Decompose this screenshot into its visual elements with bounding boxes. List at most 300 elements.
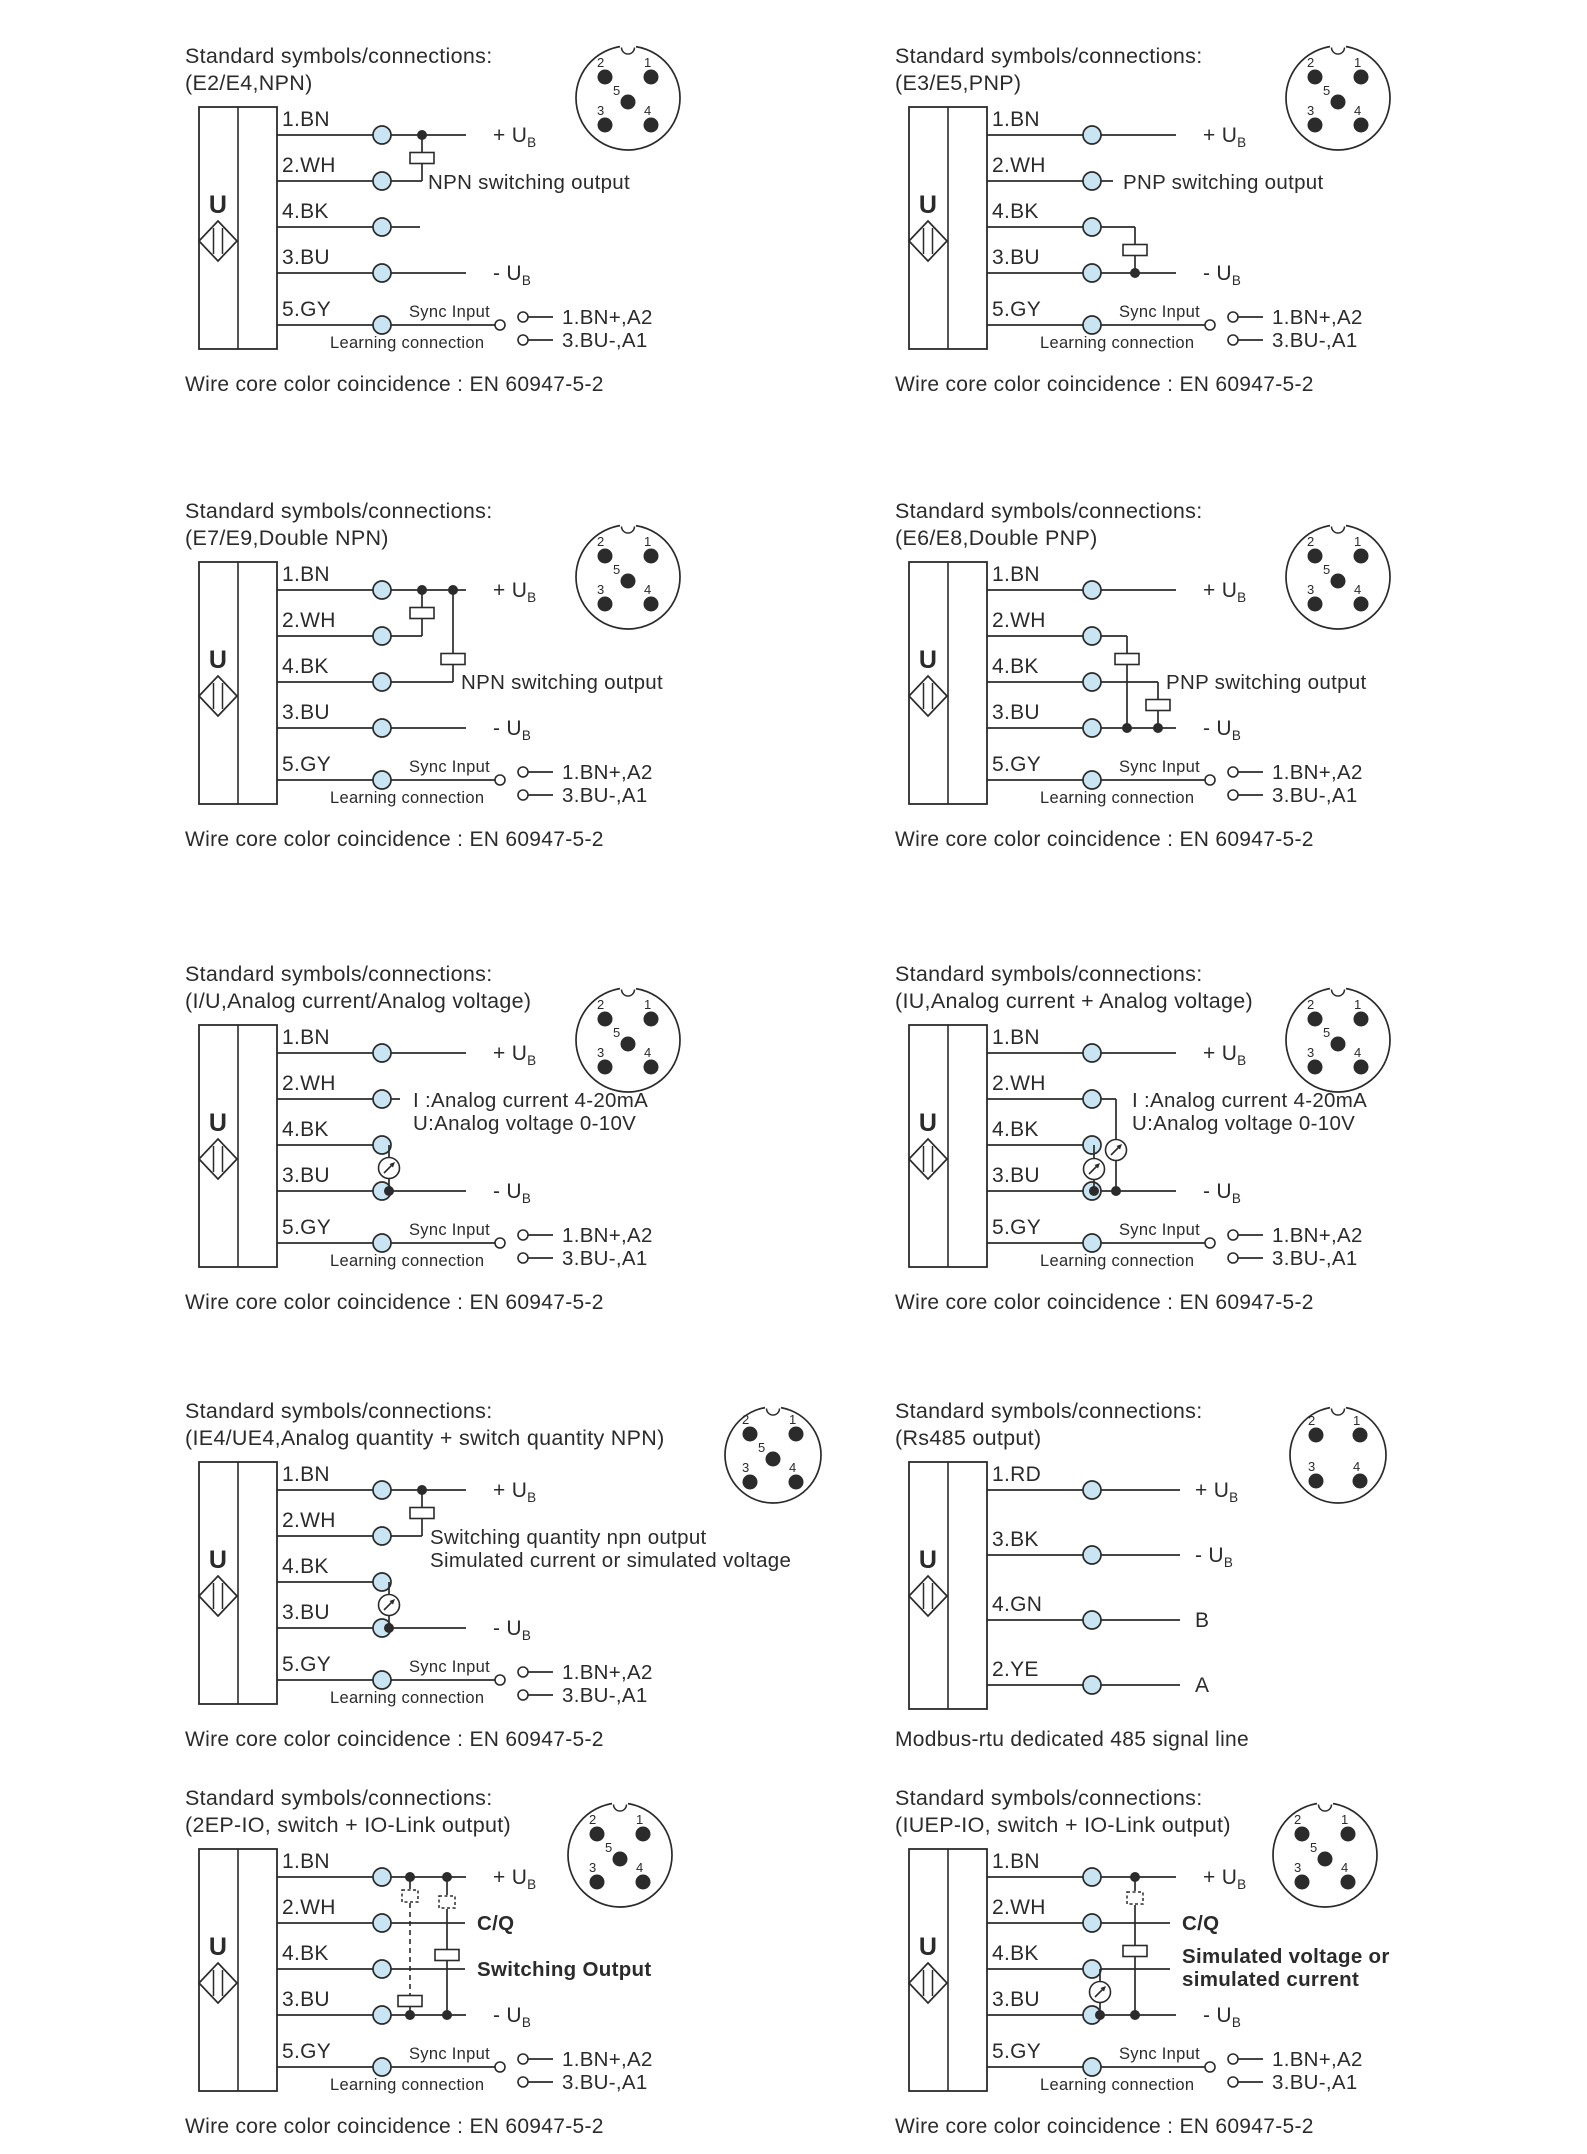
- pin-1: [1341, 1827, 1356, 1842]
- terminal-circle: [373, 1090, 391, 1108]
- io-link-port-symbol: [1127, 1892, 1143, 1904]
- meter-symbol: [379, 1158, 400, 1179]
- pin-label-1: 1: [636, 1812, 644, 1827]
- sensor-symbol-u: U: [918, 191, 938, 219]
- connector-notch-icon: [1332, 48, 1345, 55]
- pin-label-4: 4: [644, 582, 652, 597]
- sync-open-terminal: [495, 1675, 505, 1685]
- resistor-symbol: [410, 153, 434, 164]
- cell-title-subtitle: (2EP-IO, switch + IO-Link output): [185, 1812, 511, 1837]
- sync-open-terminal: [1205, 2062, 1215, 2072]
- junction-dot: [1089, 1186, 1099, 1196]
- learning-connection-label: Learning connection: [330, 1689, 485, 1707]
- wire-label-2.WH: 2.WH: [282, 1896, 336, 1919]
- terminal-circle: [1083, 2058, 1101, 2076]
- meter-symbol: [379, 1595, 400, 1616]
- terminal-circle: [1083, 673, 1101, 691]
- pin-label-5: 5: [1323, 1025, 1331, 1040]
- sync-input-label: Sync Input: [409, 1658, 490, 1676]
- wire-label-4.BK: 4.BK: [282, 655, 329, 678]
- wiring-diagram: [185, 556, 745, 836]
- wire-label-5.GY: 5.GY: [992, 2040, 1042, 2063]
- resistor-symbol: [398, 1996, 422, 2007]
- learning-connection-label: Learning connection: [1040, 789, 1195, 807]
- wire-label-4.GN: 4.GN: [992, 1593, 1043, 1616]
- cell-title: [185, 498, 492, 551]
- pin-label-3: 3: [742, 1460, 750, 1475]
- pin-label-5: 5: [758, 1440, 766, 1455]
- cell-title-line1: Standard symbols/connections:: [895, 962, 1203, 986]
- pin-label-2: 2: [1307, 534, 1315, 549]
- sensor-symbol-u: U: [208, 1933, 228, 1961]
- cell-title-line1: Standard symbols/connections:: [895, 44, 1203, 68]
- cell-footer: Wire core color coincidence : EN 60947-5-2: [895, 828, 1314, 851]
- junction-dot: [1130, 1872, 1140, 1882]
- junction-dot: [384, 1623, 394, 1633]
- tap-bn-a2-circle: [518, 767, 528, 777]
- annotation-text: C/Q: [1182, 1912, 1220, 1935]
- tap-bn-a2-circle: [1228, 767, 1238, 777]
- supply-minus-ub-label: - $U_B$: [1195, 1544, 1234, 1570]
- cell-title: [185, 1398, 665, 1451]
- tap-bn-a2-circle: [1228, 1230, 1238, 1240]
- tap-bu-a1-label: 3.BU-,A1: [1272, 1247, 1358, 1270]
- wiring-diagram: [185, 101, 745, 381]
- pin-label-1: 1: [644, 55, 652, 70]
- junction-dot: [417, 1485, 427, 1495]
- cell-title-subtitle: (IUEP-IO, switch + IO-Link output): [895, 1812, 1231, 1837]
- wire-label-4.BK: 4.BK: [992, 200, 1039, 223]
- pin-label-5: 5: [613, 83, 621, 98]
- annotation-text: C/Q: [477, 1912, 515, 1935]
- wire-label-5.GY: 5.GY: [282, 1653, 332, 1676]
- pin-label-4: 4: [1354, 1045, 1362, 1060]
- junction-dot: [1130, 2010, 1140, 2020]
- cell-title: [895, 1785, 1231, 1838]
- supply-minus-ub-label: - $U_B$: [493, 262, 532, 288]
- wire-label-4.BK: 4.BK: [992, 1942, 1039, 1965]
- pin-label-4: 4: [636, 1860, 644, 1875]
- terminal-circle: [1083, 1960, 1101, 1978]
- annotation-text: PNP switching output: [1166, 671, 1367, 694]
- cell-title-line1: Standard symbols/connections:: [185, 1786, 493, 1810]
- wire-label-1.BN: 1.BN: [282, 1850, 330, 1873]
- meter-symbol: [1106, 1140, 1127, 1161]
- supply-minus-ub-label: - $U_B$: [1203, 262, 1242, 288]
- tap-bu-a1-circle: [1228, 1253, 1238, 1263]
- terminal-circle: [1083, 264, 1101, 282]
- terminal-circle: [1083, 218, 1101, 236]
- cell-title-subtitle: (IE4/UE4,Analog quantity + switch quantity NPN): [185, 1425, 665, 1450]
- wire-label-2.WH: 2.WH: [282, 1072, 336, 1095]
- meter-symbol: [1090, 1982, 1111, 2003]
- tap-bn-a2-label: 1.BN+,A2: [1272, 306, 1363, 329]
- cell-title-line1: Standard symbols/connections:: [185, 1399, 493, 1423]
- tap-bu-a1-label: 3.BU-,A1: [562, 2071, 648, 2094]
- resistor-symbol: [435, 1950, 459, 1961]
- supply-plus-ub-label: + $U_B$: [1203, 1042, 1247, 1068]
- connector-notch-icon: [1332, 527, 1345, 534]
- annotation-text: NPN switching output: [461, 671, 663, 694]
- connector-notch-icon: [622, 48, 635, 55]
- terminal-circle: [373, 771, 391, 789]
- learning-connection-label: Learning connection: [330, 789, 485, 807]
- cell-title-subtitle: (I/U,Analog current/Analog voltage): [185, 988, 532, 1013]
- wire-label-3.BU: 3.BU: [992, 1988, 1040, 2011]
- junction-dot: [442, 1872, 452, 1882]
- annotation-text: U:Analog voltage 0-10V: [1132, 1112, 1356, 1135]
- terminal-circle: [1083, 172, 1101, 190]
- resistor-symbol: [1146, 700, 1170, 711]
- wiring-diagram: [185, 1019, 745, 1299]
- junction-dot: [384, 1186, 394, 1196]
- pin-label-5: 5: [1310, 1840, 1318, 1855]
- tap-bn-a2-label: 1.BN+,A2: [562, 2048, 653, 2071]
- wire-label-5.GY: 5.GY: [282, 753, 332, 776]
- cell-title-line1: Standard symbols/connections:: [185, 44, 493, 68]
- wire-label-2.WH: 2.WH: [282, 154, 336, 177]
- wire-label-2.WH: 2.WH: [992, 609, 1046, 632]
- terminal-circle: [373, 719, 391, 737]
- pin-1: [1354, 70, 1369, 85]
- terminal-circle: [373, 1481, 391, 1499]
- pin-label-2: 2: [1294, 1812, 1302, 1827]
- tap-bn-a2-label: 1.BN+,A2: [1272, 761, 1363, 784]
- wiring-diagram: [185, 1843, 745, 2123]
- terminal-circle: [373, 581, 391, 599]
- wire-label-3.BU: 3.BU: [992, 246, 1040, 269]
- pin-label-1: 1: [1354, 55, 1362, 70]
- tap-bu-a1-circle: [518, 335, 528, 345]
- sensor-symbol-u: U: [918, 646, 938, 674]
- cell-title-line1: Standard symbols/connections:: [895, 1399, 1203, 1423]
- tap-bu-a1-label: 3.BU-,A1: [562, 1247, 648, 1270]
- diagram-cell-e3-e5-pnp: [895, 43, 1587, 513]
- pin-2: [598, 70, 613, 85]
- wiring-diagram: [895, 1019, 1455, 1299]
- sync-input-label: Sync Input: [1119, 1221, 1200, 1239]
- terminal-circle: [373, 1044, 391, 1062]
- terminal-circle: [373, 2006, 391, 2024]
- terminal-circle: [373, 172, 391, 190]
- supply-plus-ub-label: + $U_B$: [1203, 1866, 1247, 1892]
- sync-input-label: Sync Input: [409, 1221, 490, 1239]
- connector-notch-icon: [1319, 1805, 1332, 1812]
- wire-label-1.BN: 1.BN: [992, 1026, 1040, 1049]
- cell-title: [185, 961, 531, 1014]
- annotation-text: Switching Output: [477, 1958, 652, 1981]
- resistor-symbol: [1115, 654, 1139, 665]
- tap-bn-a2-label: 1.BN+,A2: [562, 761, 653, 784]
- tap-bu-a1-label: 3.BU-,A1: [1272, 784, 1358, 807]
- sensor-symbol-u: U: [918, 1546, 938, 1574]
- pin-label-3: 3: [1307, 582, 1315, 597]
- pin-2: [1309, 1428, 1324, 1443]
- diagram-cell-e2-e4-npn: [185, 43, 885, 513]
- cell-title-subtitle: (E7/E9,Double NPN): [185, 525, 389, 550]
- pin-label-3: 3: [597, 1045, 605, 1060]
- connector-notch-icon: [1332, 990, 1345, 997]
- terminal-circle: [373, 126, 391, 144]
- tap-bn-a2-circle: [1228, 312, 1238, 322]
- annotation-text: Simulated current or simulated voltage: [430, 1549, 792, 1572]
- tap-bu-a1-circle: [518, 1253, 528, 1263]
- terminal-circle: [373, 264, 391, 282]
- pin-label-1: 1: [644, 534, 652, 549]
- wiring-diagram: [895, 1843, 1455, 2123]
- wiring-diagram: [895, 101, 1455, 381]
- wire-label-5.GY: 5.GY: [282, 2040, 332, 2063]
- cell-title-subtitle: (E3/E5,PNP): [895, 70, 1022, 95]
- supply-minus-ub-label: - $U_B$: [493, 2004, 532, 2030]
- wire-label-5.GY: 5.GY: [992, 1216, 1042, 1239]
- wire-label-4.BK: 4.BK: [282, 1118, 329, 1141]
- io-link-port-symbol: [439, 1896, 455, 1908]
- cell-footer: Wire core color coincidence : EN 60947-5-2: [185, 373, 604, 396]
- pin-label-2: 2: [597, 997, 605, 1012]
- terminal-circle: [373, 1671, 391, 1689]
- pin-label-4: 4: [1354, 103, 1362, 118]
- wire-label-2.WH: 2.WH: [992, 154, 1046, 177]
- terminal-circle: [373, 1960, 391, 1978]
- supply-minus-ub-label: - $U_B$: [493, 717, 532, 743]
- sync-open-terminal: [1205, 1238, 1215, 1248]
- sync-input-label: Sync Input: [1119, 303, 1200, 321]
- pin-label-1: 1: [1354, 997, 1362, 1012]
- cell-title-line1: Standard symbols/connections:: [185, 499, 493, 523]
- tap-bu-a1-circle: [1228, 2077, 1238, 2087]
- tap-bu-a1-circle: [518, 790, 528, 800]
- diagram-cell-i-u-analog: [185, 961, 885, 1431]
- cell-title-subtitle: (E6/E8,Double PNP): [895, 525, 1098, 550]
- pin-label-2: 2: [742, 1412, 750, 1427]
- supply-plus-ub-label: + $U_B$: [1203, 579, 1247, 605]
- tap-bu-a1-circle: [518, 2077, 528, 2087]
- terminal-circle: [1083, 1611, 1101, 1629]
- terminal-circle: [373, 1527, 391, 1545]
- supply-plus-ub-label: + $U_B$: [493, 1866, 537, 1892]
- cell-title: [185, 43, 492, 96]
- pin-1: [644, 70, 659, 85]
- sync-open-terminal: [495, 2062, 505, 2072]
- terminal-circle: [1083, 581, 1101, 599]
- terminal-circle: [1083, 1676, 1101, 1694]
- sync-input-label: Sync Input: [409, 303, 490, 321]
- pin-label-2: 2: [1307, 55, 1315, 70]
- tap-bn-a2-circle: [518, 1230, 528, 1240]
- pin-label-3: 3: [1308, 1459, 1316, 1474]
- supply-minus-ub-label: - $U_B$: [493, 1617, 532, 1643]
- cell-title: [185, 1785, 511, 1838]
- supply-minus-ub-label: - $U_B$: [1203, 1180, 1242, 1206]
- diagram-cell-iuep-io: [895, 1785, 1587, 2154]
- cell-footer: Wire core color coincidence : EN 60947-5-2: [185, 828, 604, 851]
- wire-label-1.BN: 1.BN: [282, 1463, 330, 1486]
- supply-minus-ub-label: - $U_B$: [1203, 2004, 1242, 2030]
- pin-label-5: 5: [613, 1025, 621, 1040]
- terminal-circle: [1083, 126, 1101, 144]
- wire-label-3.BK: 3.BK: [992, 1528, 1039, 1551]
- learning-connection-label: Learning connection: [1040, 1252, 1195, 1270]
- wire-label-2.WH: 2.WH: [992, 1896, 1046, 1919]
- wire-label-1.RD: 1.RD: [992, 1463, 1042, 1486]
- sync-input-label: Sync Input: [409, 2045, 490, 2063]
- pin-label-4: 4: [1354, 582, 1362, 597]
- sync-input-label: Sync Input: [409, 758, 490, 776]
- pin-2: [590, 1827, 605, 1842]
- wire-label-2.WH: 2.WH: [992, 1072, 1046, 1095]
- pin-label-4: 4: [644, 1045, 652, 1060]
- tap-bu-a1-circle: [1228, 335, 1238, 345]
- cell-footer: Modbus-rtu dedicated 485 signal line: [895, 1728, 1250, 1751]
- connector-notch-icon: [614, 1805, 627, 1812]
- junction-dot: [417, 130, 427, 140]
- cell-title-subtitle: (Rs485 output): [895, 1425, 1042, 1450]
- end-label-B: B: [1195, 1609, 1210, 1632]
- pin-label-3: 3: [1307, 103, 1315, 118]
- pin-label-3: 3: [1294, 1860, 1302, 1875]
- pin-label-3: 3: [1307, 1045, 1315, 1060]
- resistor-symbol: [1123, 245, 1147, 256]
- cell-footer: Wire core color coincidence : EN 60947-5-2: [895, 1291, 1314, 1314]
- pin-label-4: 4: [1353, 1459, 1361, 1474]
- connector-notch-icon: [1332, 1409, 1345, 1416]
- wire-label-4.BK: 4.BK: [282, 1942, 329, 1965]
- diagram-cell-iu-analog: [895, 961, 1587, 1431]
- annotation-text: Switching quantity npn output: [430, 1526, 707, 1549]
- wire-label-2.WH: 2.WH: [282, 609, 336, 632]
- wiring-diagram: [895, 556, 1455, 836]
- terminal-circle: [1083, 316, 1101, 334]
- supply-plus-ub-label: + $U_B$: [1195, 1479, 1239, 1505]
- junction-dot: [1153, 723, 1163, 733]
- pin-label-4: 4: [1341, 1860, 1349, 1875]
- terminal-circle: [1083, 1914, 1101, 1932]
- tap-bn-a2-circle: [518, 2054, 528, 2064]
- tap-bu-a1-label: 3.BU-,A1: [562, 784, 648, 807]
- tap-bn-a2-label: 1.BN+,A2: [562, 1661, 653, 1684]
- terminal-circle: [1083, 1234, 1101, 1252]
- sensor-symbol-u: U: [208, 646, 228, 674]
- annotation-text: I :Analog current 4-20mA: [1132, 1089, 1368, 1112]
- terminal-circle: [1083, 1136, 1101, 1154]
- wire-label-1.BN: 1.BN: [992, 563, 1040, 586]
- resistor-symbol: [1123, 1946, 1147, 1957]
- junction-dot: [405, 2010, 415, 2020]
- tap-bn-a2-label: 1.BN+,A2: [1272, 1224, 1363, 1247]
- pin-label-5: 5: [1323, 83, 1331, 98]
- pin-label-1: 1: [644, 997, 652, 1012]
- cell-footer: Wire core color coincidence : EN 60947-5-2: [185, 2115, 604, 2138]
- pin-label-1: 1: [1341, 1812, 1349, 1827]
- tap-bu-a1-label: 3.BU-,A1: [1272, 329, 1358, 352]
- diagram-cell-e7-e9-double-npn: [185, 498, 885, 968]
- end-label-A: A: [1195, 1674, 1210, 1697]
- terminal-circle: [373, 1914, 391, 1932]
- tap-bn-a2-circle: [518, 312, 528, 322]
- pin-label-1: 1: [1353, 1413, 1361, 1428]
- terminal-circle: [1083, 1868, 1101, 1886]
- connector-notch-icon: [622, 527, 635, 534]
- cell-footer: Wire core color coincidence : EN 60947-5-2: [895, 2115, 1314, 2138]
- sync-open-terminal: [1205, 320, 1215, 330]
- terminal-circle: [1083, 771, 1101, 789]
- tap-bu-a1-circle: [518, 1690, 528, 1700]
- sensor-symbol-u: U: [208, 1109, 228, 1137]
- sensor-symbol-u: U: [918, 1933, 938, 1961]
- pin-label-5: 5: [605, 1840, 613, 1855]
- cell-title: [895, 961, 1253, 1014]
- junction-dot: [448, 585, 458, 595]
- tap-bn-a2-circle: [518, 1667, 528, 1677]
- sensor-symbol-u: U: [918, 1109, 938, 1137]
- cell-footer: Wire core color coincidence : EN 60947-5-2: [185, 1291, 604, 1314]
- annotation-text: simulated current: [1182, 1968, 1360, 1991]
- cell-title-line1: Standard symbols/connections:: [185, 962, 493, 986]
- wire-label-1.BN: 1.BN: [282, 1026, 330, 1049]
- pin-2: [1308, 70, 1323, 85]
- connector-notch-icon: [622, 990, 635, 997]
- wire-label-1.BN: 1.BN: [992, 108, 1040, 131]
- wiring-diagram: [185, 1456, 792, 1736]
- resistor-symbol: [441, 654, 465, 665]
- terminal-circle: [1083, 1546, 1101, 1564]
- wire-label-3.BU: 3.BU: [282, 701, 330, 724]
- cell-title-subtitle: (IU,Analog current + Analog voltage): [895, 988, 1253, 1013]
- resistor-symbol: [410, 608, 434, 619]
- terminal-circle: [1083, 1481, 1101, 1499]
- sensor-symbol-u: U: [208, 191, 228, 219]
- tap-bu-a1-circle: [1228, 790, 1238, 800]
- supply-plus-ub-label: + $U_B$: [1203, 124, 1247, 150]
- learning-connection-label: Learning connection: [330, 2076, 485, 2094]
- junction-dot: [417, 585, 427, 595]
- sync-open-terminal: [495, 775, 505, 785]
- terminal-circle: [373, 2058, 391, 2076]
- pin-2: [743, 1427, 758, 1442]
- learning-connection-label: Learning connection: [1040, 2076, 1195, 2094]
- terminal-circle: [373, 218, 391, 236]
- pin-label-5: 5: [613, 562, 621, 577]
- pin-label-2: 2: [597, 534, 605, 549]
- wire-label-4.BK: 4.BK: [282, 1555, 329, 1578]
- annotation-text: U:Analog voltage 0-10V: [413, 1112, 637, 1135]
- terminal-circle: [373, 316, 391, 334]
- junction-dot: [442, 2010, 452, 2020]
- terminal-circle: [1083, 719, 1101, 737]
- wire-label-5.GY: 5.GY: [992, 753, 1042, 776]
- tap-bn-a2-label: 1.BN+,A2: [562, 306, 653, 329]
- learning-connection-label: Learning connection: [1040, 334, 1195, 352]
- diagram-cell-2ep-io: [185, 1785, 885, 2154]
- wire-label-4.BK: 4.BK: [282, 200, 329, 223]
- terminal-circle: [1083, 1090, 1101, 1108]
- supply-minus-ub-label: - $U_B$: [493, 1180, 532, 1206]
- junction-dot: [1122, 723, 1132, 733]
- cell-footer: Wire core color coincidence : EN 60947-5-2: [895, 373, 1314, 396]
- tap-bn-a2-circle: [1228, 2054, 1238, 2064]
- io-link-port-symbol: [402, 1890, 418, 1902]
- diagram-cell-e6-e8-double-pnp: [895, 498, 1587, 968]
- wire-label-1.BN: 1.BN: [282, 563, 330, 586]
- cell-title-subtitle: (E2/E4,NPN): [185, 70, 313, 95]
- terminal-circle: [1083, 1044, 1101, 1062]
- cell-title: [895, 43, 1202, 96]
- junction-dot: [1095, 2010, 1105, 2020]
- annotation-text: PNP switching output: [1123, 171, 1324, 194]
- pin-2: [1295, 1827, 1310, 1842]
- pin-label-3: 3: [597, 103, 605, 118]
